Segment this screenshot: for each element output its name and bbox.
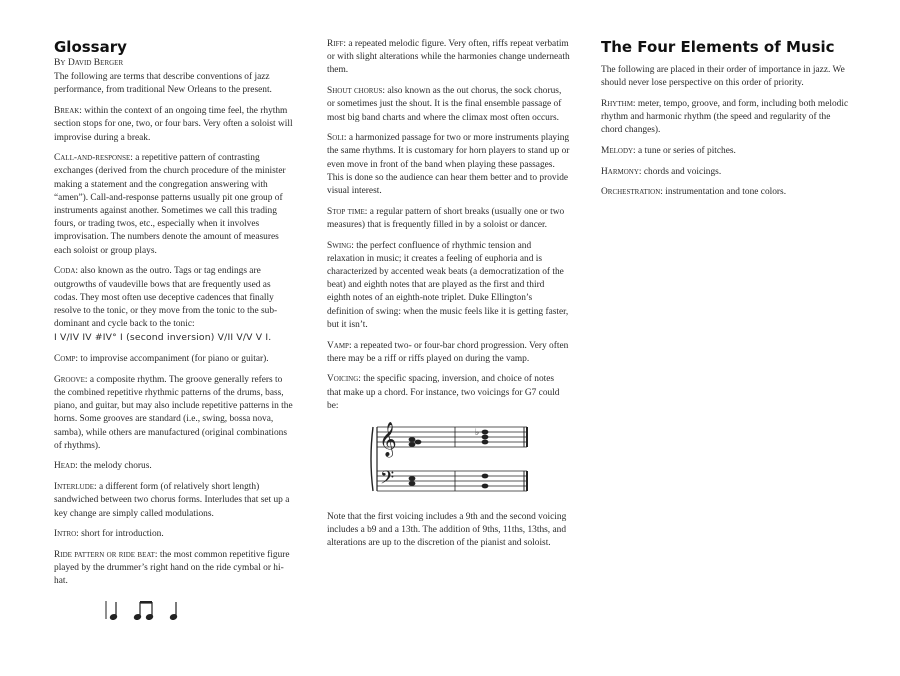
definition: a regular pattern of short breaks (usually one or two measures) that is frequently filled in by a soloist or dancer.: [327, 206, 565, 230]
definition: instrumentation and tone colors.: [662, 187, 787, 198]
svg-text:𝄢: 𝄢: [380, 467, 395, 493]
term: Interlude:: [54, 482, 97, 493]
entry-soli: [327, 132, 570, 198]
entry-swing: [327, 240, 570, 332]
entry-head: [54, 460, 294, 473]
definition: a harmonized passage for two or more instruments playing the same rhythms. It is customary for horn players to stand up or even move in front of the band when playing these passages. This is done so the audience can hear them better and to provide visual interest.: [327, 133, 570, 197]
term: Riff:: [327, 39, 346, 49]
chord-progression: I V/IV IV #IV° I (second inversion) V/II V/V V I.: [54, 332, 272, 344]
term: Swing:: [327, 240, 354, 251]
definition: within the context of an ongoing time feel, the rhythm section stops for one, two, or four bars. Very often a soloist will improvise during a break.: [54, 106, 293, 143]
entry-shout-chorus: [327, 85, 570, 125]
entry-stop-time: [327, 206, 570, 232]
entry-groove: [54, 374, 294, 453]
four-elements-title: The Four Elements of Music: [601, 38, 835, 56]
term: Intro:: [54, 529, 79, 540]
definition: meter, tempo, groove, and form, including both melodic rhythm and harmonic rhythm (the speed and regularity of the chord changes).: [601, 98, 849, 136]
element-rhythm: [601, 98, 849, 138]
glossary-intro: The following are terms that describe conventions of jazz performance, from traditional New Orleans to the present.: [54, 72, 272, 96]
term: Vamp:: [327, 340, 352, 351]
definition: also known as the outro. Tags or tag endings are outgrowths of vaudeville bows that are frequently used as codas. They most often use deceptive cadences that finally resolve to the tonic, or they move from the tonic to the sub-dominant and cycle back to the tonic:: [54, 266, 278, 330]
element-harmony: [601, 166, 849, 179]
four-elements-column: [601, 38, 849, 207]
entry-ride-pattern: [54, 549, 294, 589]
glossary-column-2: [327, 38, 570, 558]
glossary-column-1: [54, 38, 294, 623]
term: Head:: [54, 461, 78, 472]
definition: a different form (of relatively short length) sandwiched between two chorus forms. Interludes that set up a key change are simply called modulations.: [54, 482, 290, 519]
definition: the specific spacing, inversion, and choice of notes that make up a chord. For instance, two voicings for G7 could be:: [327, 374, 560, 411]
definition: a repeated melodic figure. Very often, riffs repeat verbatim or with slight alterations while the harmonies change underneath them.: [327, 39, 570, 76]
term: Soli:: [327, 133, 347, 144]
definition: to improvise accompaniment (for piano or guitar).: [78, 354, 269, 365]
definition: the most common repetitive figure played by the drummer’s right hand on the ride cymbal or hi-hat.: [54, 550, 290, 587]
ride-pattern-rhythm-icon: [54, 597, 194, 623]
term: Call-and-response:: [54, 153, 133, 164]
definition: also known as the out chorus, the sock chorus, or sometimes just the shout. It is the final ensemble passage of most big band charts and where the climax most often occurs.: [327, 86, 562, 123]
element-orchestration: [601, 186, 849, 199]
entry-vamp: [327, 340, 570, 366]
glossary-title: Glossary: [54, 38, 127, 56]
term: Rhythm:: [601, 98, 636, 109]
entry-intro: [54, 528, 294, 541]
entry-comp: [54, 353, 294, 366]
voicing-note: Note that the first voicing includes a 9th and the second voicing includes a b9 and a 13th. The addition of 9ths, 11ths, 13ths, and alterations are up to the discretion of the pianist and soloist.: [327, 511, 567, 548]
definition: a repeated two- or four-bar chord progression. Very often there may be a riff or riffs played on during the vamp.: [327, 340, 569, 364]
definition: a composite rhythm. The groove generally refers to the combined repetitive rhythmic patterns of the drums, bass, piano, and guitar, but may also include repetitive patterns in the horns. Some grooves are standard (i.e., swing, bossa nova, samba), while others are manufactured (original combinations of rhythms).: [54, 374, 293, 451]
svg-text:𝄞: 𝄞: [379, 421, 397, 457]
definition: the melody chorus.: [77, 461, 152, 472]
definition: the perfect confluence of rhythmic tension and relaxation in music; it creates a feeling of euphoria and is characterized by accented weak beats (a democratization of the beat) and eighth notes that are played as the first and third eighth notes of an eighth-note triplet. Duke Ellington’s definition of swing: when the music feels like it is getting faster, but it isn’t.: [327, 240, 569, 330]
definition: a tune or series of pitches.: [635, 146, 736, 157]
g7-voicings-staff-icon: [367, 421, 537, 501]
entry-call-and-response: [54, 152, 294, 258]
term: Orchestration:: [601, 187, 663, 198]
four-elements-intro: The following are placed in their order of importance in jazz. We should never lose perspective on this order of priority.: [601, 65, 845, 89]
term: Stop time:: [327, 206, 368, 217]
entry-riff: [327, 38, 570, 78]
svg-text:♭: ♭: [475, 427, 480, 438]
byline: By David Berger: [54, 57, 124, 68]
term: Voicing:: [327, 374, 361, 385]
entry-voicing: [327, 373, 570, 413]
term: Break:: [54, 106, 82, 117]
definition: short for introduction.: [78, 529, 164, 540]
term: Harmony:: [601, 166, 642, 177]
definition: chords and voicings.: [641, 166, 722, 177]
element-melody: [601, 145, 849, 158]
entry-interlude: [54, 481, 294, 521]
definition: a repetitive pattern of contrasting exchanges (derived from the church procedure of the minister making a statement and the congregation answering with “amen”). Call-and-response patterns usually pit one group of instruments against another. Sometimes we call this trading fours, or trading twos, etc., especially when it involves improvisation. The numbers denote the amount of measures each soloist or group plays.: [54, 153, 286, 256]
term: Shout chorus:: [327, 86, 386, 97]
entry-break: [54, 105, 294, 145]
term: Coda:: [54, 266, 79, 277]
term: Ride pattern or ride beat:: [54, 550, 158, 560]
term: Comp:: [54, 354, 79, 365]
term: Melody:: [601, 146, 636, 157]
term: Groove:: [54, 374, 88, 385]
entry-coda: [54, 265, 294, 345]
